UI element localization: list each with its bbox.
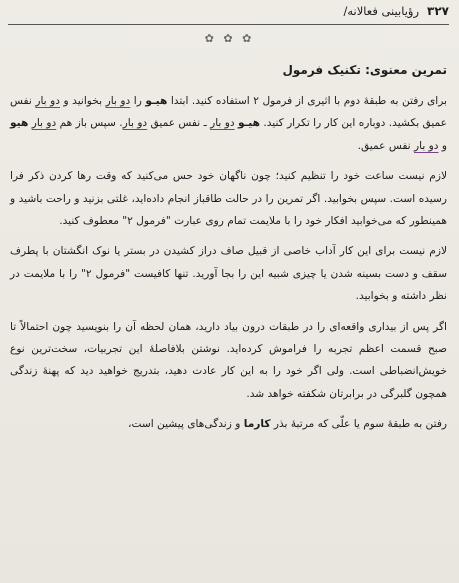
text-run: ـ نفس عمیق [147, 117, 211, 130]
paragraph [10, 413, 447, 435]
text-run: نفس عمیق بکشید. دوباره این کار را تکرار کنید. [10, 95, 447, 130]
underlined-phrase: دو بار [31, 117, 57, 130]
underlined-phrase: دو بار [414, 139, 439, 152]
underlined-phrase: دو بار [210, 117, 235, 130]
underlined-phrase: دو بار [105, 95, 131, 107]
bold-word: هیو [10, 117, 29, 130]
section-title: تمرین معنوی: تکنیک فرمول [282, 63, 447, 77]
ornament-divider: ✿ ✿ ✿ [204, 32, 255, 45]
paragraph [10, 90, 447, 157]
running-book-title: رؤیابینی فعالانه/ [343, 4, 420, 18]
paragraph [10, 165, 447, 232]
text-run: . سپس باز هم [56, 117, 123, 130]
text-run: لازم نیست ساعت خود را تنظیم کنید؛ چون ناگهان خود حس می‌کنید که وقت رها کردن ذکر فرا رسیده است. سپس بخوابید. اگر تمرین را در حالت طاقباز انجام داده‌اید، غلتی بزنید و راحت باشید و همینطور که می‌خوابید افکار خود را با ملایمت تمام روی عبارت "فرمول ۲" معطوف کنید. [10, 170, 447, 228]
text-run: لازم نیست برای این کار آداب خاصی از قبیل صاف دراز کشیدن در بستر یا نوک انگشتان با پطرف سقف و دست بسینه شدن یا چیزی شبیه این را بجا آورید. تنها کافیست "فرمول ۲" را با ملایمت در نظر داشته و بخوابید. [10, 245, 447, 303]
page-number: ۳۲۷ [427, 4, 449, 18]
running-header [12, 2, 449, 20]
bold-word: کارما [243, 418, 271, 431]
bold-word: هیـو [145, 95, 168, 107]
text-run: برای رفتن به طبقهٔ دوم با اثیری از فرمول ۲ استفاده کنید. ابتدا [167, 95, 447, 107]
underlined-phrase: دو بار [35, 95, 60, 107]
paragraph [10, 316, 447, 406]
text-run: را [130, 95, 146, 107]
bold-word: هیـو [238, 117, 260, 130]
body-text [10, 90, 447, 444]
text-run: و زندگی‌های پیشین است، [128, 418, 244, 431]
text-run: بخوانید و [60, 95, 106, 107]
text-run: نفس عمیق. [357, 139, 415, 152]
paragraph [10, 240, 447, 307]
text-run: و [438, 139, 447, 152]
header-rule [8, 24, 449, 25]
underlined-phrase: دو بار [122, 117, 148, 130]
text-run: رفتن به طبقهٔ سوم یا علّی که مرتبهٔ بذر [270, 418, 447, 431]
text-run: اگر پس از بیداری واقعه‌ای را در طبقات درون بیاد دارید، همان لحظه آن را بنویسید چون احتمالاً تا صبح قسمت اعظم تجربه را فراموش کرده‌اید. نوشتن بلافاصلهٔ این تجربیات، سخت‌ترین نوع خویش‌انضباطی است. ولی اگر خود را به این کار عادت دهید، بتدریج خواهید دید که پهنهٔ زندگی همچون گلبرگی در برابرتان شکفته خواهد شد. [10, 320, 447, 400]
